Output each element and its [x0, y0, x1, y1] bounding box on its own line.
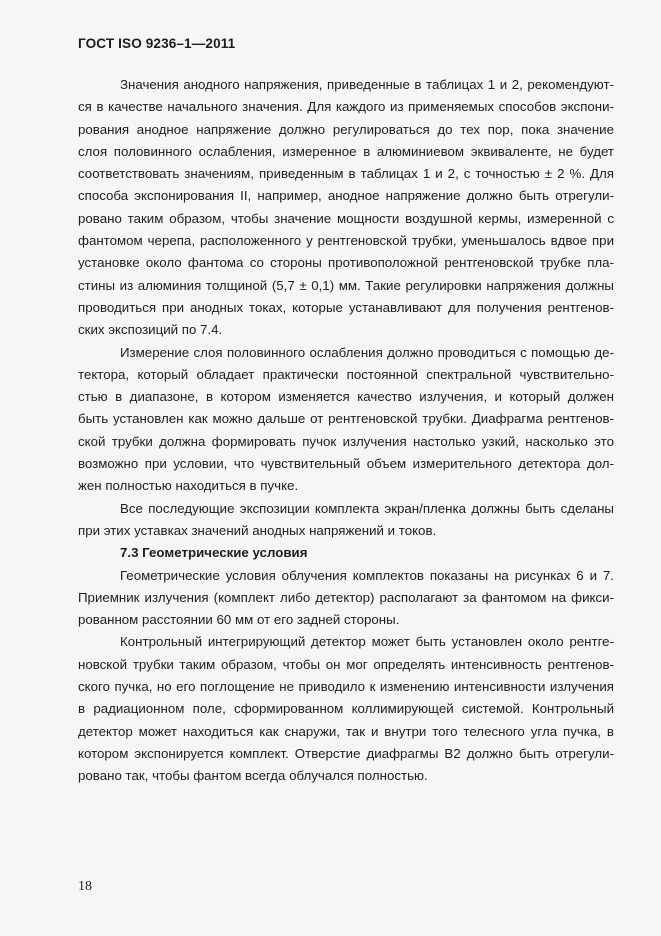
text-line: установке около фантома со стороны противоположной рентгеновской трубке пла-: [78, 255, 614, 271]
paragraph: [78, 74, 614, 342]
text-line: ровано таким образом, чтобы значение мощности воздушной кермы, измеренной с: [78, 210, 614, 226]
document-header: ГОСТ ISO 9236–1—2011: [78, 36, 236, 51]
text-line: Геометрические условия облучения комплектов показаны на рисунках 6 и 7.: [120, 567, 614, 583]
text-line: проводиться при анодных токах, которые устанавливают для получения рентгенов-: [78, 299, 614, 315]
text-line: рованном расстоянии 60 мм от его задней стороны.: [78, 612, 400, 628]
body-paragraphs: [78, 74, 614, 542]
text-line: жен полностью находиться в пучке.: [78, 478, 299, 494]
text-line: при этих уставках значений анодных напряжений и токов.: [78, 522, 437, 538]
text-line: Контрольный интегрирующий детектор может быть установлен около рентге-: [120, 634, 614, 650]
text-line: быть установлен как можно дальше от рентгеновской трубки. Диафрагма рентгенов-: [78, 411, 614, 427]
text-line: Приемник излучения (комплект либо детектор) располагают за фантомом на фикси-: [78, 589, 614, 605]
text-line: ровано так, чтобы фантом всегда облучался полностью.: [78, 768, 428, 784]
text-line: Все последующие экспозиции комплекта экран/пленка должны быть сделаны: [120, 500, 614, 516]
text-line: Измерение слоя половинного ослабления должно проводиться с помощью де-: [120, 344, 614, 360]
text-line: новской трубки таким образом, чтобы он мог определять интенсивность рентгенов-: [78, 656, 614, 672]
text-line: ских экспозиций по 7.4.: [78, 322, 223, 338]
text-line: способа экспонирования II, например, анодное напряжение должно быть отрегули-: [78, 188, 614, 204]
text-line: ской трубки должна формировать пучок излучения настолько узкий, насколько это: [78, 433, 614, 449]
text-line: ся в качестве начального значения. Для каждого из применяемых способов экспони-: [78, 99, 614, 115]
paragraph: [78, 342, 614, 498]
text-line: возможно при условии, что чувствительный объем измерительного детектора дол-: [78, 456, 614, 472]
text-line: рования анодное напряжение должно регулироваться до тех пор, пока значение: [78, 121, 614, 137]
text-line: соответствовать значениям, приведенным в таблицах 1 и 2, с точностью ± 2 %. Для: [78, 166, 614, 182]
text-line: тектора, который обладает практически постоянной спектральной чувствительно-: [78, 366, 614, 382]
text-line: Значения анодного напряжения, приведенные в таблицах 1 и 2, рекомендуют-: [120, 77, 614, 92]
document-body: [78, 74, 614, 788]
text-line: ского пучка, но его поглощение не приводило к изменению интенсивности излучения: [78, 679, 614, 695]
text-line: слоя половинного ослабления, измеренное в алюминиевом эквиваленте, не будет: [78, 143, 614, 159]
section-paragraphs: [78, 565, 614, 788]
text-line: стью в диапазоне, в котором изменяется качество излучения, и который должен: [78, 389, 614, 405]
text-line: стины из алюминия толщиной (5,7 ± 0,1) мм. Такие регулировки напряжения должны: [78, 277, 614, 293]
text-line: детектор может находиться как снаружи, так и внутри того телесного угла пучка, в: [78, 723, 614, 739]
paragraph: [78, 565, 614, 632]
page-number: 18: [78, 879, 92, 894]
paragraph: [78, 631, 614, 787]
paragraph: [78, 498, 614, 543]
text-line: котором экспонируется комплект. Отверстие диафрагмы В2 должно быть отрегули-: [78, 745, 614, 761]
text-line: фантомом черепа, расположенного у рентгеновской трубки, уменьшалось вдвое при: [78, 233, 614, 249]
text-line: в радиационном поле, сформированном коллимирующей системой. Контрольный: [78, 701, 614, 717]
section-heading: 7.3 Геометрические условия: [120, 545, 308, 561]
